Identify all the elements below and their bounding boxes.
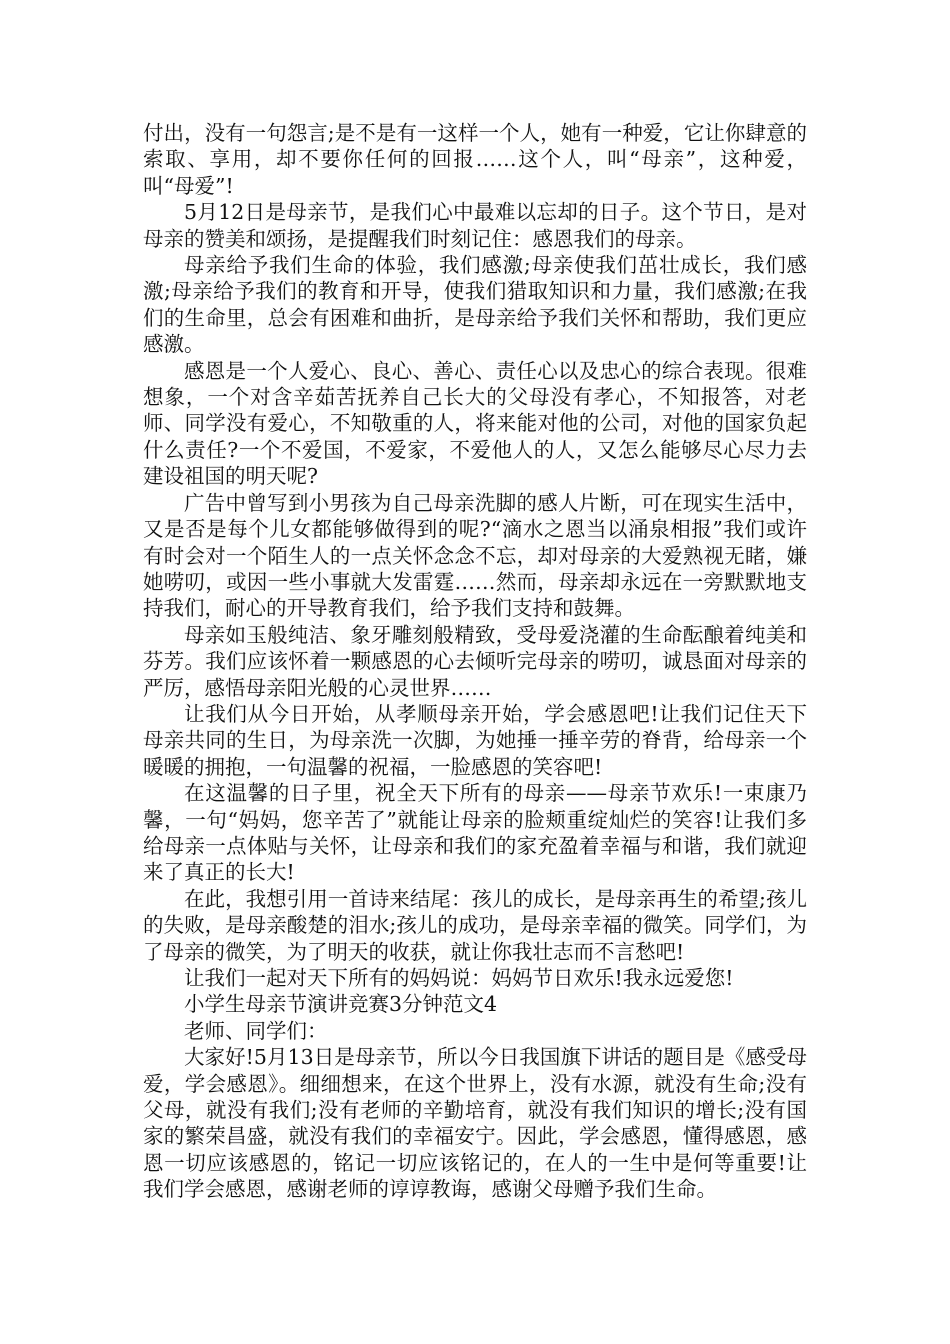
salutation: 老师、同学们： [184,1018,328,1043]
paragraph-continued: 付出，没有一句怨言;是不是有一这样一个人，她有一种爱，它让你肆意的索取、享用，却不要你任何的回报……这个人，叫“母亲”，这种爱，叫“母爱”! [143,121,807,198]
paragraph: 让我们一起对天下所有的妈妈说：妈妈节日欢乐!我永远爱您! [184,966,734,990]
section-heading: 小学生母亲节演讲竞赛3分钟范文4 [184,992,498,1017]
paragraph: 在这温馨的日子里，祝全天下所有的母亲——母亲节欢乐!一束康乃馨，一句“妈妈，您辛苦了”就能让母亲的脸颊重绽灿烂的笑容!让我们多给母亲一点体贴与关怀，让母亲和我们的家充盈着幸福与和谐，我们就迎来了真正的长大! [143,781,807,885]
paragraph: 大家好!5月13日是母亲节，所以今日我国旗下讲话的题目是《感受母爱，学会感恩》。细细想来，在这个世界上，没有水源，就没有生命;没有父母，就没有我们;没有老师的辛勤培育，就没有我们知识的增长;没有国家的繁荣昌盛，就没有我们的幸福安宁。因此，学会感恩，懂得感恩，感恩一切应该感恩的，铭记一切应该铭记的，在人的一生中是何等重要!让我们学会感恩，感谢老师的谆谆教诲，感谢父母赠予我们生命。 [143,1045,807,1202]
paragraph: 感恩是一个人爱心、良心、善心、责任心以及忠心的综合表现。很难想象，一个对含辛茹苦抚养自己长大的父母没有孝心，不知报答，对老师、同学没有爱心，不知敬重的人，将来能对他的公司，对他的国家负起什么责任?一个不爱国，不爱家，不爱他人的人，又怎么能够尽心尽力去建设祖国的明天呢? [143,358,807,489]
paragraph: 母亲如玉般纯洁、象牙雕刻般精致，受母爱浇灌的生命酝酿着纯美和芬芳。我们应该怀着一颗感恩的心去倾听完母亲的唠叨，诚恳面对母亲的严厉，感悟母亲阳光般的心灵世界…… [143,622,807,700]
paragraph: 在此，我想引用一首诗来结尾：孩儿的成长，是母亲再生的希望;孩儿的失败，是母亲酸楚的泪水;孩儿的成功，是母亲幸福的微笑。同学们，为了母亲的微笑，为了明天的收获，就让你我壮志而不言愁吧! [143,886,807,964]
document-body [143,120,807,1203]
paragraph: 母亲给予我们生命的体验，我们感激;母亲使我们茁壮成长，我们感激;母亲给予我们的教育和开导，使我们猎取知识和力量，我们感激;在我们的生命里，总会有困难和曲折，是母亲给予我们关怀和帮助，我们更应感激。 [143,253,807,357]
paragraph: 让我们从今日开始，从孝顺母亲开始，学会感恩吧!让我们记住天下母亲共同的生日，为母亲洗一次脚，为她捶一捶辛劳的脊背，给母亲一个暖暖的拥抱，一句温馨的祝福，一脸感恩的笑容吧! [143,701,807,779]
paragraph: 广告中曾写到小男孩为自己母亲洗脚的感人片断，可在现实生活中，又是否是每个儿女都能够做得到的呢?“滴水之恩当以涌泉相报”我们或许有时会对一个陌生人的一点关怀念念不忘，却对母亲的大爱熟视无睹，嫌她唠叨，或因一些小事就大发雷霆……然而，母亲却永远在一旁默默地支持我们，耐心的开导教育我们，给予我们支持和鼓舞。 [143,490,807,621]
paragraph: 5月12日是母亲节，是我们心中最难以忘却的日子。这个节日，是对母亲的赞美和颂扬，是提醒我们时刻记住：感恩我们的母亲。 [143,200,807,251]
